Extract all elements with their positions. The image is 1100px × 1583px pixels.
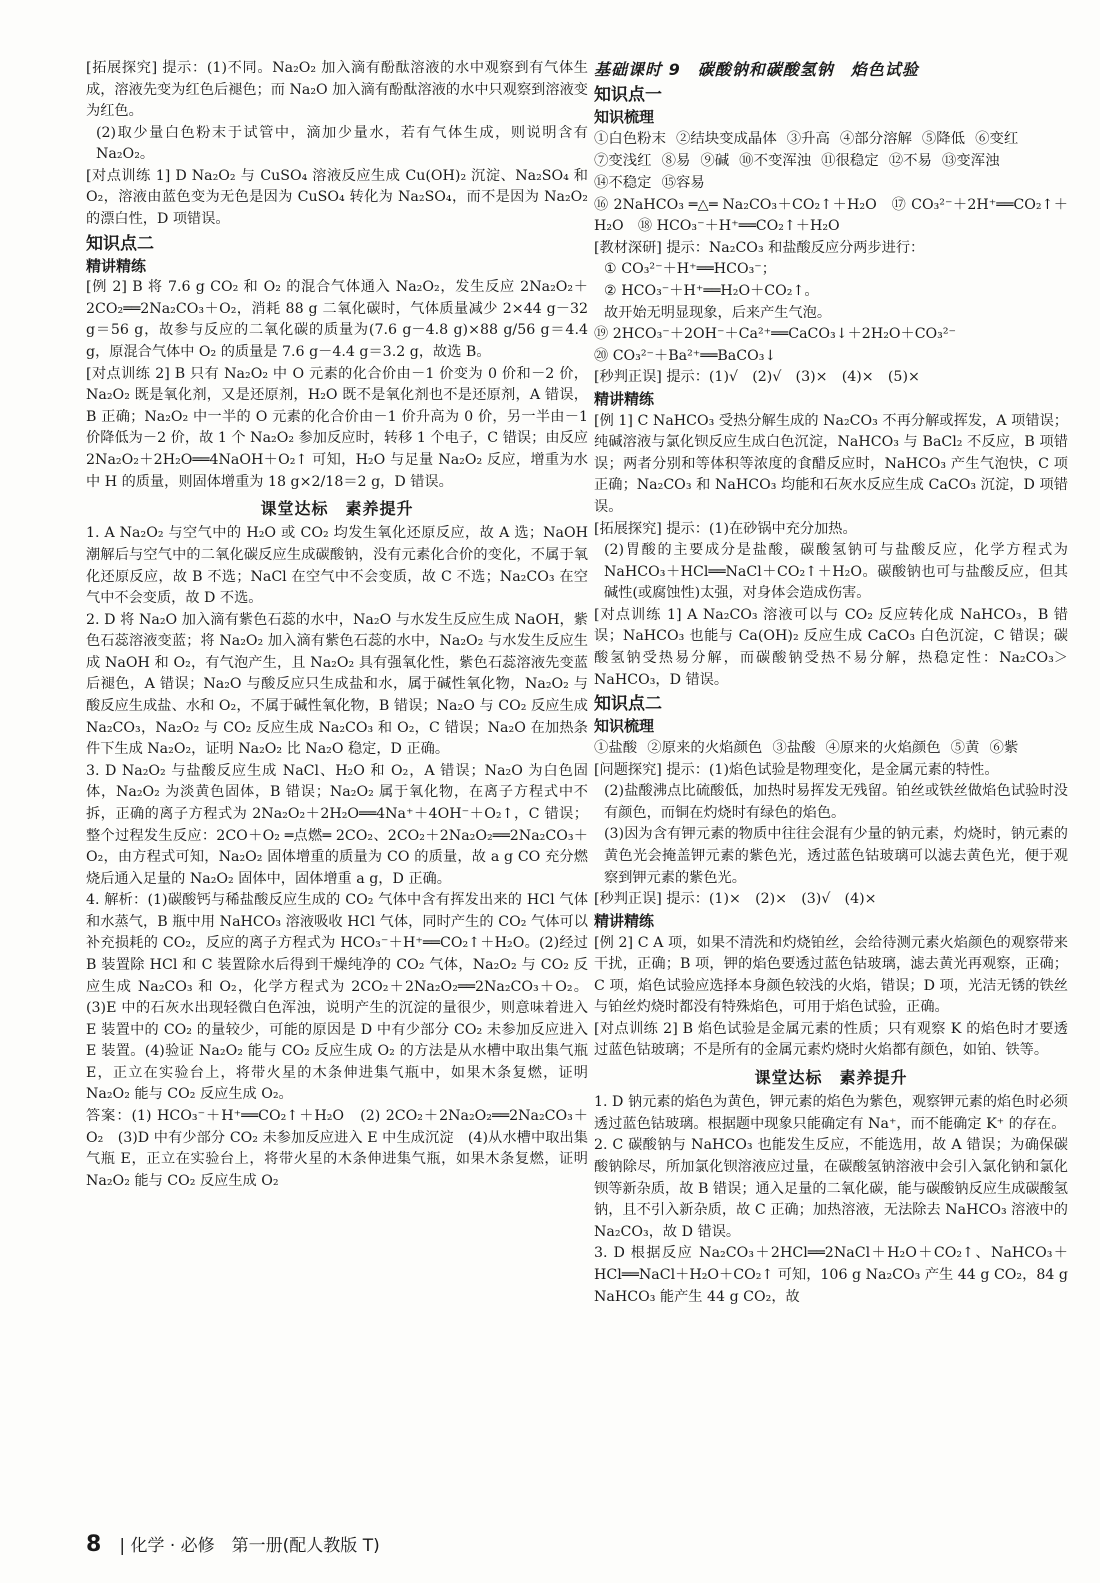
question: 2. D 将 Na₂O 加入滴有紫色石蕊的水中，Na₂O 与水发生反应生成 NaOH，紫色石蕊溶液变蓝；将 Na₂O₂ 加入滴有紫色石蕊的水中，Na₂O₂ 与水发生反应生成 NaOH 和 O₂，有气泡产生，且 Na₂O₂ 具有强氧化性，紫色石蕊溶液先变蓝后褪色，A 错误；Na₂O 与酸反应只生成盐和水，属于碱性氧化物，Na₂O₂ 与酸反应生成盐、水和 O₂，不属于碱性氧化物，B 错误；Na₂O 与 CO₂ 反应生成 Na₂CO₃，Na₂O₂ 与 CO₂ 反应生成 Na₂CO₃ 和 O₂，C 错误；Na₂O 在加热条件下生成 Na₂O₂，证明 Na₂O₂ 比 Na₂O 稳定，D 正确。	[86, 611, 588, 758]
answer-grid	[594, 129, 1068, 195]
subsection-heading: 精讲精练	[86, 256, 147, 275]
paragraph: [秒判正误] 提示：(1)√ (2)√ (3)× (4)× (5)×	[594, 369, 920, 386]
book-title: | 化学 · 必修 第一册(配人教版 T)	[119, 1536, 380, 1556]
right-column	[594, 58, 1068, 1308]
section-heading: 知识点二	[86, 233, 154, 254]
paragraph: ② HCO₃⁻＋H⁺══H₂O＋CO₂↑。	[604, 282, 819, 299]
subsection-heading: 知识梳理	[594, 108, 655, 127]
grid-item: ①白色粉末	[594, 131, 666, 147]
paragraph: [例 2] C A 项，如果不清洗和灼烧铂丝，会给待测元素火焰颜色的观察带来干扰，正确；B 项，钾的焰色要透过蓝色钴玻璃，滤去黄光再观察，正确；C 项，焰色试验应选择本身颜色较浅的火焰，错误；D 项，光洁无锈的铁丝与铂丝灼烧时都没有特殊焰色，可用于焰色试验，正确。	[594, 934, 1068, 1016]
grid-item: ②结块变成晶体	[675, 131, 777, 147]
paragraph: (2)盐酸沸点比硫酸低，加热时易挥发无残留。铂丝或铁丝做焰色试验时没有颜色，而铜在灼烧时有绿色的焰色。	[604, 783, 1068, 821]
subsection-heading: 精讲精练	[594, 389, 655, 408]
question: 3. D Na₂O₂ 与盐酸反应生成 NaCl、H₂O 和 O₂，A 错误；Na₂O 为白色固体，Na₂O₂ 为淡黄色固体，B 错误；Na₂O₂ 属于氧化物，在离子方程式中不拆，正确的离子方程式为 2Na₂O₂＋2H₂O══4Na⁺＋4OH⁻＋O₂↑，C 错误；整个过程发生反应：2CO＋O₂ ═点燃═ 2CO₂、2CO₂＋2Na₂O₂══2Na₂CO₃＋O₂，由方程式可知，Na₂O₂ 固体增重的质量为 CO 的质量，故 a g CO 充分燃烧后通入足量的 Na₂O₂ 固体中，固体增重 a g，D 正确。	[86, 762, 588, 887]
grid-item: ⑤黄	[950, 739, 980, 756]
grid-item: ③升高	[786, 131, 830, 147]
paragraph: [拓展探究] 提示：(1)在砂锅中充分加热。	[594, 520, 857, 537]
section-heading: 知识点一	[594, 85, 662, 106]
answer-grid	[594, 738, 1068, 760]
subsection-heading: 精讲精练	[594, 911, 655, 930]
paragraph: (2)取少量白色粉末于试管中，滴加少量水，若有气体生成，则说明含有 Na₂O₂。	[96, 124, 588, 163]
question: 1. D 钠元素的焰色为黄色，钾元素的焰色为紫色，观察钾元素的焰色时必须透过蓝色钴玻璃。根据题中现象只能确定有 Na⁺，而不能确定 K⁺ 的存在。	[594, 1094, 1068, 1132]
paragraph: [拓展探究] 提示：(1)不同。Na₂O₂ 加入滴有酚酞溶液的水中观察到有气体生成，溶液先变为红色后褪色；而 Na₂O 加入滴有酚酞溶液的水中只观察到溶液变为红色。	[86, 60, 588, 120]
grid-item: ④部分溶解	[839, 131, 912, 147]
footer	[86, 1528, 380, 1561]
grid-item: ⑭不稳定	[594, 174, 652, 191]
grid-item: ⑥变红	[975, 131, 1019, 147]
question: 3. D 根据反应 Na₂CO₃＋2HCl══2NaCl＋H₂O＋CO₂↑、NaHCO₃＋HCl══NaCl＋H₂O＋CO₂↑ 可知，106 g Na₂CO₃ 产生 44 g CO₂，84 g NaHCO₃ 能产生 44 g CO₂，故	[594, 1245, 1068, 1305]
paragraph: [对点训练 1] D Na₂O₂ 与 CuSO₄ 溶液反应生成 Cu(OH)₂ 沉淀、Na₂SO₄ 和 O₂，溶液由蓝色变为无色是因为 CuSO₄ 转化为 Na₂SO₄，而不是因为 Na₂O₂ 的漂白性，D 项错误。	[86, 167, 588, 228]
paragraph: [例 1] C NaHCO₃ 受热分解生成的 Na₂CO₃ 不再分解或挥发，A 项错误；纯碱溶液与氯化钡反应生成白色沉淀，NaHCO₃ 与 BaCl₂ 不反应，B 项错误；两者分别和等体积等浓度的食醋反应时，NaHCO₃ 产生气泡快，C 项正确；Na₂CO₃ 和 NaHCO₃ 均能和石灰水反应生成 CaCO₃ 沉淀，D 项错误。	[594, 412, 1068, 515]
subsection-heading: 知识梳理	[594, 717, 655, 736]
grid-item: ⑫不易	[888, 152, 932, 169]
grid-item: ③盐酸	[772, 739, 816, 756]
question: 2. C 碳酸钠与 NaHCO₃ 也能发生反应，不能选用，故 A 错误；为确保碳酸钠除尽，所加氯化钡溶液应过量，在碳酸氢钠溶液中会引入氯化钠和氯化钡等新杂质，故 B 错误；通入足量的二氧化碳，能与碳酸钠反应生成碳酸氢钠，且不引入新杂质，故 C 正确；加热溶液，无法除去 NaHCO₃ 溶液中的 Na₂CO₃，故 D 错误。	[594, 1137, 1068, 1240]
section-heading: 课堂达标 素养提升	[754, 1067, 908, 1087]
grid-item: ⑩不变浑浊	[739, 152, 812, 169]
left-column	[86, 58, 588, 1192]
paragraph: (3)因为含有钾元素的物质中往往会混有少量的钠元素，灼烧时，钠元素的黄色光会掩盖钾元素的紫色光，透过蓝色钴玻璃可以滤去黄色光，便于观察到钾元素的紫色光。	[604, 826, 1068, 886]
question: 4. 解析：(1)碳酸钙与稀盐酸反应生成的 CO₂ 气体中含有挥发出来的 HCl 气体和水蒸气，B 瓶中用 NaHCO₃ 溶液吸收 HCl 气体，同时产生的 CO₂ 气体可以补充损耗的 CO₂，反应的离子方程式为 HCO₃⁻＋H⁺══CO₂↑＋H₂O。(2)经过 B 装置除 HCl 和 C 装置除水后得到干燥纯净的 CO₂ 气体，Na₂O₂ 与 CO₂ 反应生成 Na₂CO₃ 和 O₂，化学方程式为 2CO₂＋2Na₂O₂══2Na₂CO₃＋O₂。(3)E 中的石灰水出现轻微白色浑浊，说明产生的沉淀的量很少，则意味着进入 E 装置中的 CO₂ 的量较少，可能的原因是 D 中有少部分 CO₂ 未参加反应进入 E 装置。(4)验证 Na₂O₂ 能与 CO₂ 反应生成 O₂ 的方法是从水槽中取出集气瓶 E，正立在实验台上，将带火星的木条伸进集气瓶中，如果木条复燃，证明 Na₂O₂ 能与 CO₂ 反应生成 O₂。	[86, 892, 588, 1103]
answer: 答案：(1) HCO₃⁻＋H⁺══CO₂↑＋H₂O (2) 2CO₂＋2Na₂O₂══2Na₂CO₃＋O₂ (3)D 中有少部分 CO₂ 未参加反应进入 E 中生成沉淀 (4)从水槽中取出集气瓶 E，正立在实验台上，将带火星的木条伸进集气瓶，如果木条复燃，证明 Na₂O₂ 能与 CO₂ 反应生成 O₂	[86, 1108, 588, 1189]
equation: ⑳ CO₃²⁻＋Ba²⁺══BaCO₃↓	[594, 347, 777, 364]
paragraph: [对点训练 1] A Na₂CO₃ 溶液可以与 CO₂ 反应转化成 NaHCO₃，B 错误；NaHCO₃ 也能与 Ca(OH)₂ 反应生成 CaCO₃ 白色沉淀，C 错误；碳酸氢钠受热易分解，而碳酸钠受热不易分解，热稳定性：Na₂CO₃＞NaHCO₃，D 错误。	[594, 606, 1068, 688]
page-number: 8	[86, 1532, 102, 1557]
grid-item: ④原来的火焰颜色	[825, 739, 941, 756]
paragraph: [教材深研] 提示：Na₂CO₃ 和盐酸反应分两步进行：	[594, 239, 925, 256]
paragraph: [问题探究] 提示：(1)焰色试验是物理变化，是金属元素的特性。	[594, 761, 999, 778]
paragraph: ① CO₃²⁻＋H⁺══HCO₃⁻；	[604, 261, 776, 278]
paragraph: [例 2] B 将 7.6 g CO₂ 和 O₂ 的混合气体通入 Na₂O₂，发生反应 2Na₂O₂＋2CO₂══2Na₂CO₃＋O₂，消耗 88 g 二氧化碳时，气体质量减少 2×44 g－32 g＝56 g，故参与反应的二氧化碳的质量为(7.6 g－4.8 g)×88 g/56 g＝4.4 g，原混合气体中 O₂ 的质量是 7.6 g－4.4 g＝3.2 g，故选 B。	[86, 279, 588, 361]
paragraph: [对点训练 2] B 只有 Na₂O₂ 中 O 元素的化合价由－1 价变为 0 价和－2 价，Na₂O₂ 既是氧化剂，又是还原剂，H₂O 既不是氧化剂也不是还原剂，A 错误，B 正确；Na₂O₂ 中一半的 O 元素的化合价由－1 价升高为 0 价，另一半由－1 价降低为－2 价，故 1 个 Na₂O₂ 参加反应时，转移 1 个电子，C 错误；由反应 2Na₂O₂＋2H₂O══4NaOH＋O₂↑ 可知，H₂O 与足量 Na₂O₂ 反应，增重为水中 H 的质量，则固体增重为 18 g×2/18＝2 g，D 错误。	[86, 365, 588, 490]
grid-item: ⑨碱	[700, 152, 730, 169]
grid-item: ⑬变浑浊	[941, 152, 1000, 169]
paragraph: [对点训练 2] B 焰色试验是金属元素的性质；只有观察 K 的焰色时才要透过蓝色钴玻璃；不是所有的金属元素灼烧时火焰都有颜色，如铂、铁等。	[594, 1020, 1068, 1059]
equation: ⑯ 2NaHCO₃ ═△═ Na₂CO₃＋CO₂↑＋H₂O ⑰ CO₃²⁻＋2H⁺══CO₂↑＋H₂O ⑱ HCO₃⁻＋H⁺══CO₂↑＋H₂O	[594, 196, 1068, 235]
section-heading: 课堂达标 素养提升	[260, 499, 414, 519]
lesson-title: 基础课时 9 碳酸钠和碳酸氢钠 焰色试验	[594, 60, 919, 79]
paragraph: 故开始无明显现象，后来产生气泡。	[604, 304, 832, 321]
grid-item: ⑧易	[661, 152, 691, 169]
grid-item: ⑥紫	[989, 739, 1019, 756]
equation: ⑲ 2HCO₃⁻＋2OH⁻＋Ca²⁺══CaCO₃↓＋2H₂O＋CO₃²⁻	[594, 326, 957, 343]
grid-item: ①盐酸	[594, 739, 638, 756]
paragraph: (2)胃酸的主要成分是盐酸，碳酸氢钠可与盐酸反应，化学方程式为 NaHCO₃＋HCl══NaCl＋CO₂↑＋H₂O。碳酸钠也可与盐酸反应，但其碱性(或腐蚀性)太强，对身体会造成伤害。	[604, 542, 1068, 602]
question: 1. A Na₂O₂ 与空气中的 H₂O 或 CO₂ 均发生氧化还原反应，故 A 选；NaOH 潮解后与空气中的二氧化碳反应生成碳酸钠，没有元素化合价的变化，不属于氧化还原反应，故 B 不选；NaCl 在空气中不会变质，故 C 不选；Na₂CO₃ 在空气中不会变质，故 D 不选。	[86, 525, 588, 607]
grid-item: ⑪很稳定	[821, 152, 879, 169]
section-heading: 知识点二	[594, 694, 662, 715]
grid-item: ②原来的火焰颜色	[647, 739, 763, 756]
paragraph: [秒判正误] 提示：(1)× (2)× (3)√ (4)×	[594, 891, 877, 908]
grid-item: ⑦变浅红	[594, 152, 652, 169]
grid-item: ⑮容易	[661, 174, 705, 191]
grid-item: ⑤降低	[921, 131, 966, 147]
